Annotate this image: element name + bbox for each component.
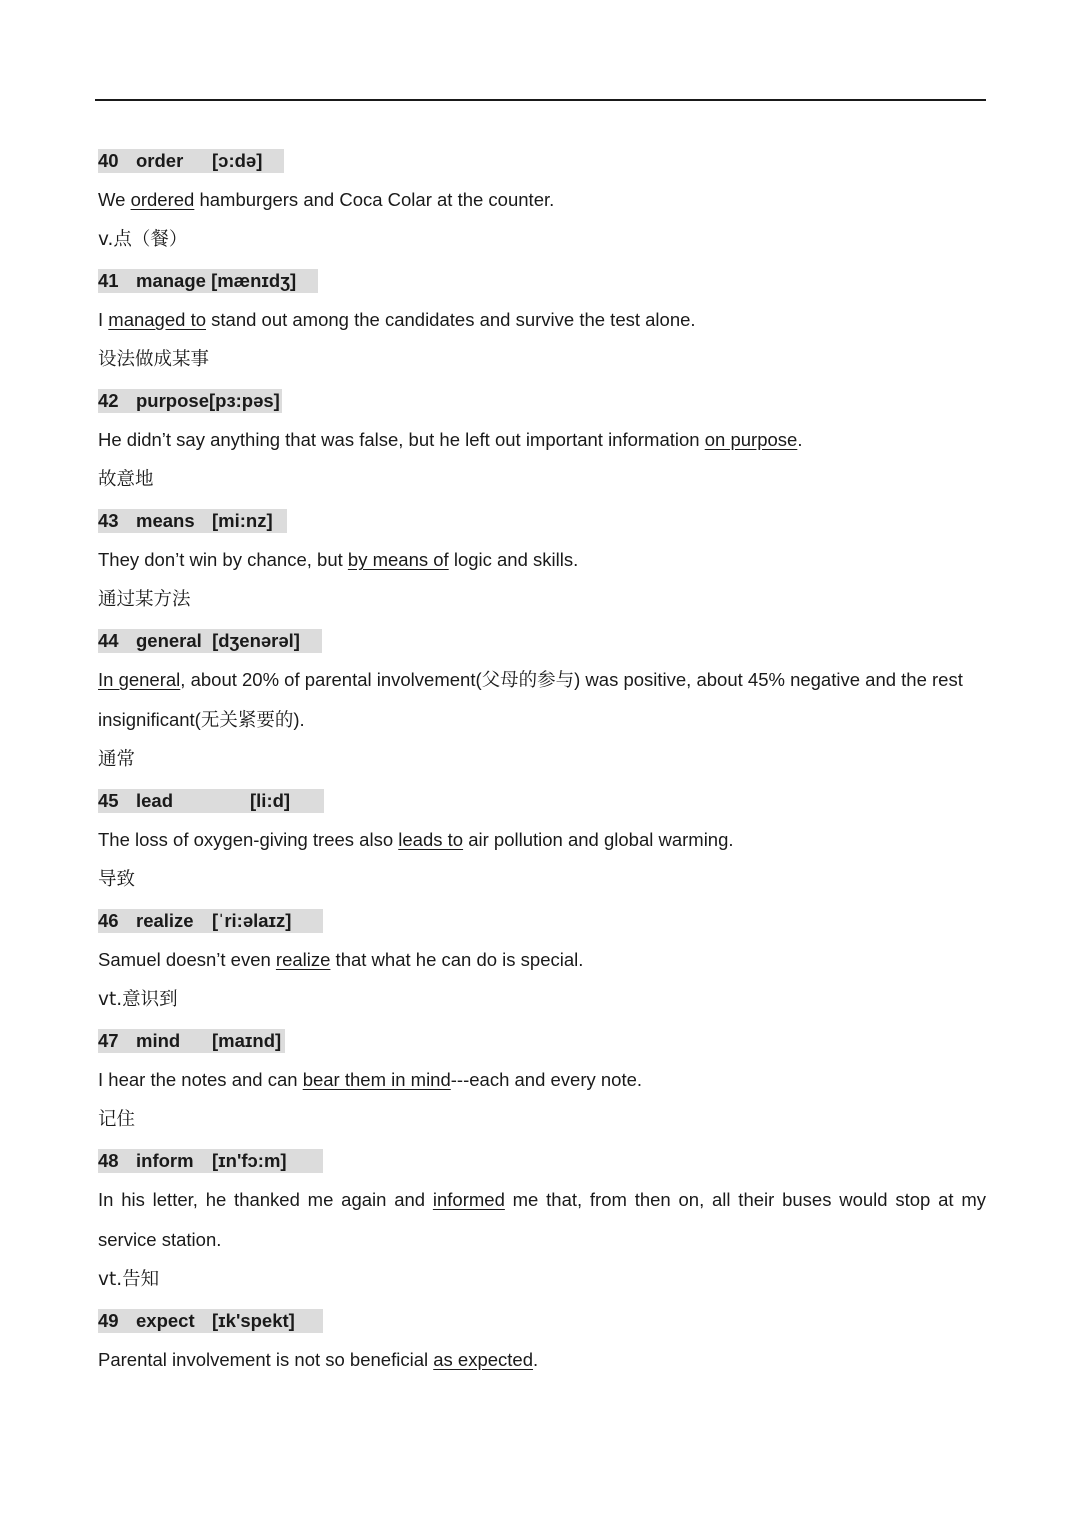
entry-phonetic: [ɪn'fɔ:m] xyxy=(212,1150,287,1172)
entry-number: 45 xyxy=(98,790,119,812)
entry-header xyxy=(98,260,986,300)
entry-number: 40 xyxy=(98,150,119,172)
entry-phonetic: [mi:nz] xyxy=(212,510,273,532)
example-sentence: They don’t win by chance, but by means of logic and skills. xyxy=(98,549,579,570)
entry-header-bar xyxy=(98,1149,323,1173)
meaning: vt.意识到 xyxy=(98,989,178,1010)
entry-word: general xyxy=(136,630,202,652)
meaning: 记住 xyxy=(98,1109,136,1130)
entry-header xyxy=(98,380,986,420)
entry-header-bar xyxy=(98,1029,285,1053)
entry-phonetic: [maɪnd] xyxy=(212,1030,282,1052)
meaning: 通常 xyxy=(98,749,136,770)
entry-header xyxy=(98,140,986,180)
entry-number: 44 xyxy=(98,630,119,652)
entry-word: lead xyxy=(136,790,174,812)
key-phrase: by means of xyxy=(347,549,449,570)
entry-header-bar xyxy=(98,1309,323,1333)
entry-header xyxy=(98,1020,986,1060)
entry-number: 47 xyxy=(98,1030,119,1052)
entry-word: realize xyxy=(136,910,194,932)
entry-word: order xyxy=(136,150,184,172)
entry-header xyxy=(98,500,986,540)
entry-header-bar xyxy=(98,909,323,933)
entry-word: purpose xyxy=(136,390,209,412)
entry-header-bar xyxy=(98,789,324,813)
entry-phonetic: [pɜ:pəs] xyxy=(208,390,280,412)
meaning: 设法做成某事 xyxy=(98,349,210,370)
key-phrase: managed to xyxy=(108,309,206,330)
entry-phonetic: [li:d] xyxy=(250,790,291,812)
entry-header-bar xyxy=(98,389,282,413)
entry-header xyxy=(98,780,986,820)
key-phrase: informed xyxy=(432,1189,505,1210)
entry-word: mind xyxy=(136,1030,181,1052)
meaning: vt.告知 xyxy=(98,1269,160,1290)
top-rule xyxy=(95,99,986,101)
key-phrase: In general xyxy=(98,669,181,690)
entry-number: 43 xyxy=(98,510,119,532)
meaning: 导致 xyxy=(98,869,136,890)
example-sentence: I hear the notes and can bear them in mind---each and every note. xyxy=(98,1069,643,1090)
entry-number: 46 xyxy=(98,910,119,932)
entry-number: 41 xyxy=(98,270,119,292)
entry-header xyxy=(98,620,986,660)
example-sentence: He didn’t say anything that was false, but he left out important information on purpose. xyxy=(98,429,803,450)
key-phrase: on purpose xyxy=(704,429,798,450)
entry-header xyxy=(98,1300,986,1340)
key-phrase: leads to xyxy=(398,829,464,850)
example-sentence: In general, about 20% of parental involvement(父母的参与) was positive, about 45% negative and the rest insignificant(无关紧要的). xyxy=(98,669,963,730)
entry-number: 42 xyxy=(98,390,119,412)
example-sentence: In his letter, he thanked me again and informed me that, from then on, all their buses would stop at my service station. xyxy=(98,1189,986,1250)
entry-phonetic: [dʒenərəl] xyxy=(212,630,300,652)
meaning: 通过某方法 xyxy=(98,589,191,610)
entry-phonetic: [mænɪdʒ] xyxy=(211,270,297,292)
entry-header-bar xyxy=(98,269,318,293)
example-sentence: We ordered hamburgers and Coca Colar at the counter. xyxy=(98,189,555,210)
example-sentence: The loss of oxygen-giving trees also leads to air pollution and global warming. xyxy=(98,829,734,850)
entry-header xyxy=(98,1140,986,1180)
meaning: v.点（餐） xyxy=(98,229,188,250)
entry-phonetic: [ˈri:əlaɪz] xyxy=(212,910,292,932)
vocabulary-list xyxy=(98,140,986,1380)
entry-word: means xyxy=(136,510,195,532)
entry-header-bar xyxy=(98,629,322,653)
meaning: 故意地 xyxy=(98,469,154,490)
entry-header-bar xyxy=(98,149,284,173)
entry-phonetic: [ɔ:də] xyxy=(212,150,263,172)
key-phrase: bear them in mind xyxy=(302,1069,451,1090)
entry-header-bar xyxy=(98,509,287,533)
example-sentence: Samuel doesn’t even realize that what he can do is special. xyxy=(98,949,584,970)
example-sentence: Parental involvement is not so beneficial as expected. xyxy=(98,1349,539,1370)
entry-number: 48 xyxy=(98,1150,119,1172)
key-phrase: ordered xyxy=(130,189,195,210)
example-sentence: I managed to stand out among the candidates and survive the test alone. xyxy=(98,309,696,330)
entry-number: 49 xyxy=(98,1310,119,1332)
entry-phonetic: [ɪk'spekt] xyxy=(212,1310,295,1332)
entry-word: expect xyxy=(136,1310,195,1332)
key-phrase: realize xyxy=(275,949,331,970)
entry-header xyxy=(98,900,986,940)
entry-word: manage xyxy=(136,270,206,292)
key-phrase: as expected xyxy=(433,1349,534,1370)
entry-word: inform xyxy=(136,1150,194,1172)
